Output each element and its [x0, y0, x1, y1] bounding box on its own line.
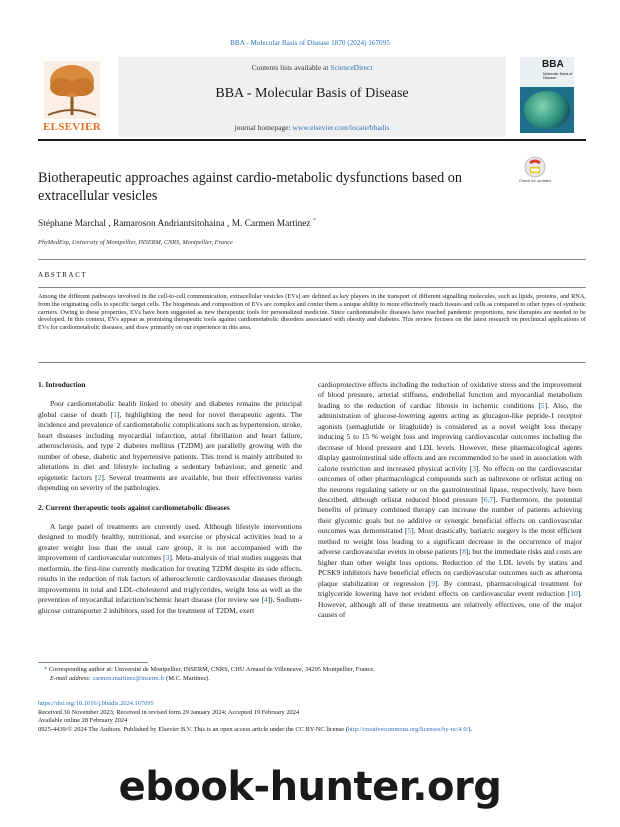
section-heading-introduction: 1. Introduction	[38, 380, 86, 389]
reference-link[interactable]: 8	[462, 547, 466, 557]
footnote-star: *	[44, 666, 48, 673]
email-link[interactable]: carmen.martinez@inserm.fr	[92, 674, 165, 682]
continued-paragraph: cardioprotective effects including the reduction of oxidative stress and the improvement of blood pressure, arterial stiffness, endothelial function and myocardial metabolism leading to the reduction of cardiac fibrosis in ischemic conditions [5]. Also, the administration of glucose-lowering agents acting as glucagon-like peptide-1 receptor agonists (semaglutide or liraglutide) is considered as a novel weight loss therapy inducing 5 to 15 % weight loss and improving cardiovascular outcomes including the decrease of blood pressure and LDL levels. However, these pharmacological agents display gastrointestinal side effects and are recommended to be used in association with calorie restriction and increased physical activity [3]. No effects on the cardiovascular outcomes of other pharmacological compounds such as naltrexone or orlistat acting on the neurons regulating satiety or on the gastrointestinal lipase, respectively, have been described, although orlistat reduced blood pressure [6,7]. Furthermore, the potential benefits of primary combined therapy can increase the number of patients achieving their glycemic goals but no additive or synergic beneficial effects on cardiovascular outcomes was demonstrated [5]. Most drastically, bariatric surgery is the most efficient method to weight loss leading to a significant decrease in the occurrence of major adverse cardiovascular events in obese patients [8]; but the immediate risks and costs are higher than other weight loss options. Reduction of the LDL levels by statins and PCSK9 inhibitors have beneficial effects on cardiovascular outcomes such as atheroma plaque stabilization or regression [9]. By contrast, pharmacological treatment for triglyceride lowering have not evident effects on cardiovascular event reduction [10]. However, although all of these treatments are relatively effectives, one of the major causes of	[318, 380, 583, 619]
doi-link[interactable]: https://doi.org/10.1016/j.bbadis.2024.167095	[38, 700, 154, 707]
author-list: Stéphane Marchal , Ramaroson Andriantsitohaina , M. Carmen Martinez *	[38, 218, 316, 230]
journal-cover[interactable]	[520, 57, 574, 133]
body-right-column	[318, 380, 582, 620]
reference-link[interactable]: 6,7	[483, 494, 494, 504]
cover-title: BBA	[542, 59, 564, 70]
reference-link[interactable]: 2	[97, 472, 102, 482]
section-heading-therapeutic-tools: 2. Current therapeutic tools against cardiometabolic diseases	[38, 502, 230, 512]
check-updates-label[interactable]: Check for updates	[518, 178, 552, 183]
sciencedirect-link[interactable]: ScienceDirect	[330, 63, 373, 72]
reference-link[interactable]: 5	[540, 400, 545, 410]
reference-link[interactable]: 1	[113, 409, 117, 419]
elsevier-wordmark: ELSEVIER	[42, 121, 102, 133]
abstract-divider	[38, 287, 586, 288]
license-link[interactable]: http://creativecommons.org/licenses/by-nc/4.0/	[347, 725, 469, 733]
contents-availability: Contents lists available at ScienceDirect	[251, 63, 373, 72]
cover-image	[524, 91, 570, 129]
reference-link[interactable]: 5	[407, 526, 412, 536]
cover-subtitle: Molecular Basis of Disease	[543, 72, 573, 81]
journal-homepage: journal homepage: www.elsevier.com/locate/bbadis	[234, 123, 390, 132]
introduction-paragraph: Poor cardiometabolic health linked to obesity and diabetes remains the principal global cause of death [1], highlighting the need for novel therapeutic agents. The incidence and prevalence of cardiometabolic complications such as hypertension, stroke, heart diseases including myocardial infarction, atrial fibrillation and heart failure, atherosclerosis, and type 2 diabetes mellitus (T2DM) are parallelly growing with the number of obese, diabetic and hypertensive patients. This trend is mainly attributed to alterations in diet and lifestyle including a sedentary behaviour, and genetic and epigenetic factors [2]. Several treatments are available, but their effectiveness varies depending on severity of the pathologies.	[38, 399, 302, 493]
journal-citation[interactable]: BBA - Molecular Basis of Disease 1870 (2024) 167095	[230, 39, 390, 47]
therapeutic-tools-paragraph: A large panel of treatments are currently used. Although lifestyle interventions designed to modify healthy, nutritional, and exercise or physical activities lead to a greater weight loss than the usual care group, it is not accompanied with the improvement of cardiovascular outcomes [3]. Meta-analysis of trial studies suggests that metformin, the first-line currently medication for treating T2DM despite its side effects, results in the reduction of risk factors of atherosclerotic cardiovascular diseases through improvements in total and LDL-cholesterol and triglycerides, weight loss as well as the prevention of myocardial infarction/ischemic heart disease (for review see [4]). Sodium-glucose cotransporter 2 inhibitors, used for the treatment of T2DM, exert	[38, 521, 302, 615]
journal-title: BBA - Molecular Basis of Disease	[215, 86, 409, 101]
abstract-text: Among the different pathways involved in the cell-to-cell communication, extracellular vesicles (EVs) are defined as key players in the transport of different signalling molecules, such as lipids, proteins, and RNA, from the originating cells to specific target cells. The biogenesis and composition of EVs are complex and confer them a unique ability to more effectively reach tissues and cells as compared to other types of synthetic carriers. Owing to these properties, EVs have been suggested as new therapeutic tools for personalized medicine. Since cardiometabolic diseases have reached pandemic proportions, new therapies are needed to be developed. In this context, EVs appear as promising therapeutic tools against cardiometabolic disorders associated with obesity and diabetes. This review focuses on the latest research on preclinical applications of EVs for cardiometabolic diseases, and draw primarily on our experience in this area.	[38, 293, 586, 331]
publication-info	[38, 700, 586, 734]
abstract-bottom-rule	[38, 362, 586, 363]
received-dates: Received 30 November 2023; Received in revised form 29 January 2024; Accepted 19 February 2024	[38, 708, 300, 716]
site-watermark: ebook-hunter.org	[118, 764, 502, 810]
reference-link[interactable]: 3	[472, 463, 476, 473]
body-left-column	[38, 380, 302, 616]
reference-link[interactable]: 9	[431, 578, 435, 588]
reference-link[interactable]: 4	[263, 595, 268, 605]
author-affiliation: PhyMedExp, University of Montpellier, INSERM, CNRS, Montpellier, France	[38, 239, 233, 246]
abstract-top-rule	[38, 259, 586, 260]
license-statement: 0925-4439/© 2024 The Authors. Published by Elsevier B.V. This is an open access article under the CC BY-NC license (http://creativecommons.org/licenses/by-nc/4.0/).	[38, 725, 473, 733]
corresponding-author-mark: *	[312, 218, 316, 224]
reference-link[interactable]: 3	[165, 553, 170, 563]
footnote-rule	[38, 662, 148, 663]
corresponding-author-footnote: * Corresponding author at: Université de Montpellier, INSERM, CNRS, CHU Arnaud de Villeneuve, 34295 Montpellier, France. E-mail address: carmen.martinez@inserm.fr (M.C. Martinez).	[44, 666, 375, 682]
reference-link[interactable]: 10	[570, 589, 578, 599]
article-title: Biotherapeutic approaches against cardio-metabolic dysfunctions based on extracellular vesicles	[38, 170, 462, 204]
journal-homepage-link[interactable]: www.elsevier.com/locate/bbadis	[292, 123, 390, 132]
abstract-heading: ABSTRACT	[38, 271, 88, 279]
available-online: Available online 28 February 2024	[38, 717, 128, 725]
